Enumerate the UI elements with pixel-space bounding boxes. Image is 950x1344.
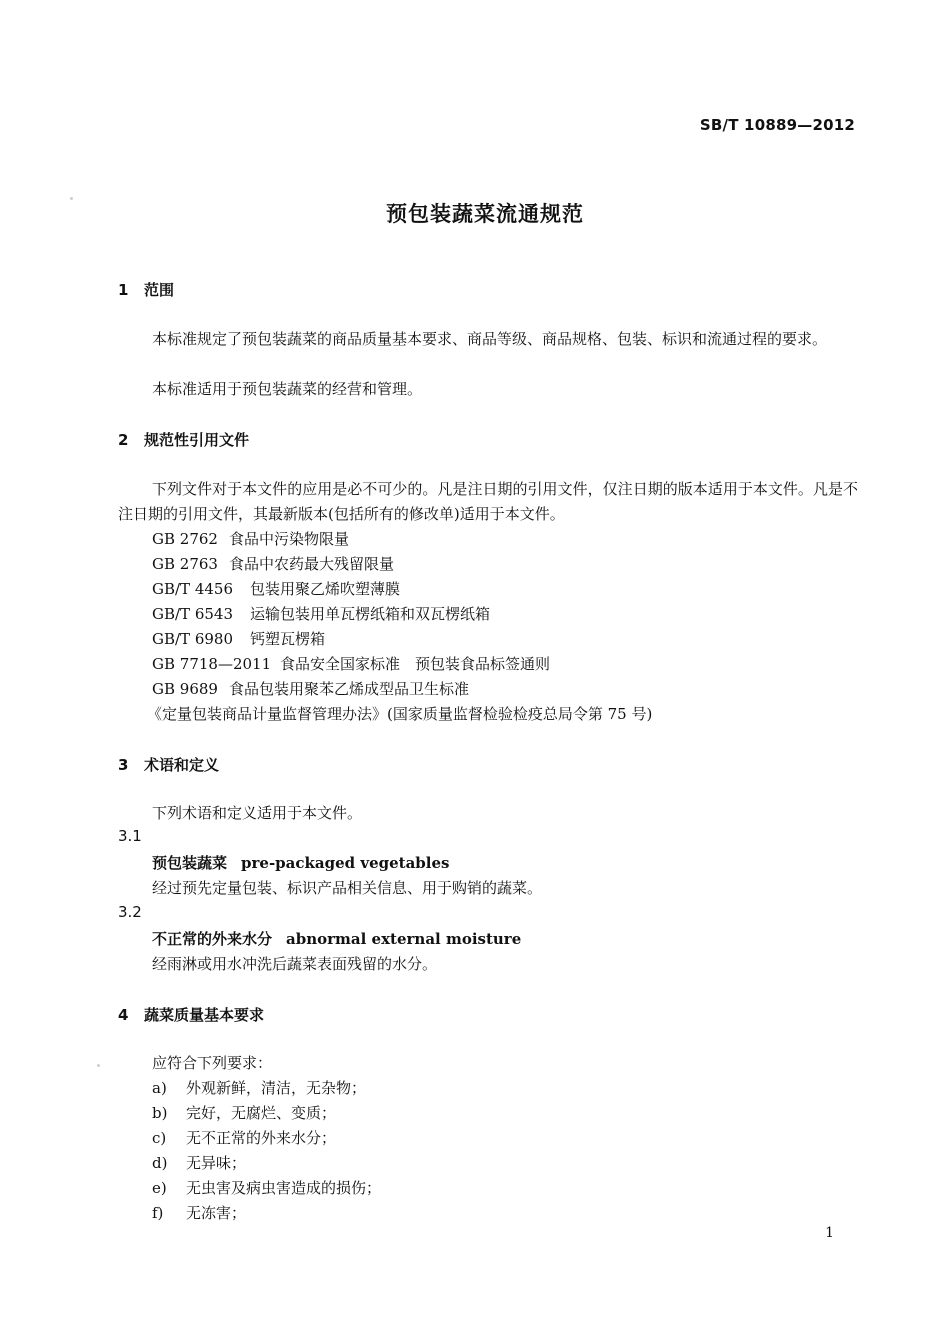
term-name-en: pre-packaged vegetables [241,854,450,872]
item-label: e) [152,1179,167,1197]
requirement-item [152,1152,246,1173]
term-definition: 经过预先定量包装、标识产品相关信息、用于购销的蔬菜。 [152,879,543,897]
page-number: 1 [825,1225,834,1241]
references-intro: 下列文件对于本文件的应用是必不可少的。凡是注日期的引用文件，仅注日期的版本适用于本文件。凡是不注日期的引用文件，其最新版本(包括所有的修改单)适用于本文件。 [118,480,858,523]
reference-title: 食品包装用聚苯乙烯成型品卫生标准 [229,680,470,698]
reference-title: 钙塑瓦楞箱 [250,630,326,648]
section-number: 1 [118,281,129,299]
reference-code: GB 7718—2011 [152,655,272,673]
reference-item [152,678,469,699]
term-definition: 经雨淋或用水冲洗后蔬菜表面残留的水分。 [152,955,438,973]
term-heading [152,852,450,873]
section-number: 2 [118,431,129,449]
term-name-zh: 不正常的外来水分 [152,930,273,948]
standard-number: SB/T 10889—2012 [699,116,855,134]
section-title: 范围 [144,281,175,299]
section-4-heading [118,1004,264,1025]
item-text: 无异味； [186,1154,247,1172]
item-label: c) [152,1129,167,1147]
reference-code: GB/T 6980 [152,630,234,648]
section-number: 3 [118,756,129,774]
item-text: 外观新鲜，清洁，无杂物； [186,1079,367,1097]
reference-code: GB 9689 [152,680,218,698]
term-number: 3.2 [118,903,142,921]
reference-title: 食品中污染物限量 [229,530,350,548]
item-text: 完好，无腐烂、变质； [186,1104,337,1122]
requirement-item [152,1127,336,1148]
requirements-intro: 应符合下列要求： [152,1054,273,1072]
reference-code: GB/T 4456 [152,580,234,598]
section-title: 蔬菜质量基本要求 [144,1006,265,1024]
section-number: 4 [118,1006,129,1024]
document-title: 预包装蔬菜流通规范 [386,202,584,226]
item-text: 无虫害及病虫害造成的损伤； [186,1179,382,1197]
term-name-zh: 预包装蔬菜 [152,854,228,872]
scan-speck [97,1064,100,1067]
reference-item [152,603,490,624]
scope-applicability: 本标准适用于预包装蔬菜的经营和管理。 [152,380,423,398]
item-label: a) [152,1079,167,1097]
section-2-heading [118,429,249,450]
requirement-item [152,1202,246,1223]
reference-code: GB 2763 [152,555,218,573]
item-text: 无不正常的外来水分； [186,1129,337,1147]
reference-code: GB/T 6543 [152,605,234,623]
item-label: b) [152,1104,168,1122]
reference-code: GB 2762 [152,530,218,548]
reference-item [152,653,550,674]
item-text: 无冻害； [186,1204,247,1222]
reference-item [152,628,325,649]
section-title: 术语和定义 [144,756,220,774]
reference-item [152,553,394,574]
requirement-item [152,1077,366,1098]
term-name-en: abnormal external moisture [286,930,522,948]
terms-intro: 下列术语和定义适用于本文件。 [152,804,363,822]
item-label: f) [152,1204,164,1222]
section-3-heading [118,754,219,775]
requirement-item [152,1102,336,1123]
item-label: d) [152,1154,168,1172]
reference-title: 食品中农药最大残留限量 [229,555,395,573]
section-1-heading [118,279,174,300]
scope-paragraph: 本标准规定了预包装蔬菜的商品质量基本要求、商品等级、商品规格、包装、标识和流通过程的要求。 [152,330,828,348]
reference-item [152,528,349,549]
reference-title: 运输包装用单瓦楞纸箱和双瓦楞纸箱 [250,605,491,623]
section-title: 规范性引用文件 [144,431,250,449]
reference-item [152,578,400,599]
reference-title: 包装用聚乙烯吹塑薄膜 [250,580,401,598]
term-heading [152,928,521,949]
regulation-reference: 《定量包装商品计量监督管理办法》(国家质量监督检验检疫总局令第 75 号) [147,705,653,723]
reference-title: 食品安全国家标准 预包装食品标签通则 [280,655,551,673]
term-number: 3.1 [118,827,142,845]
requirement-item [152,1177,381,1198]
